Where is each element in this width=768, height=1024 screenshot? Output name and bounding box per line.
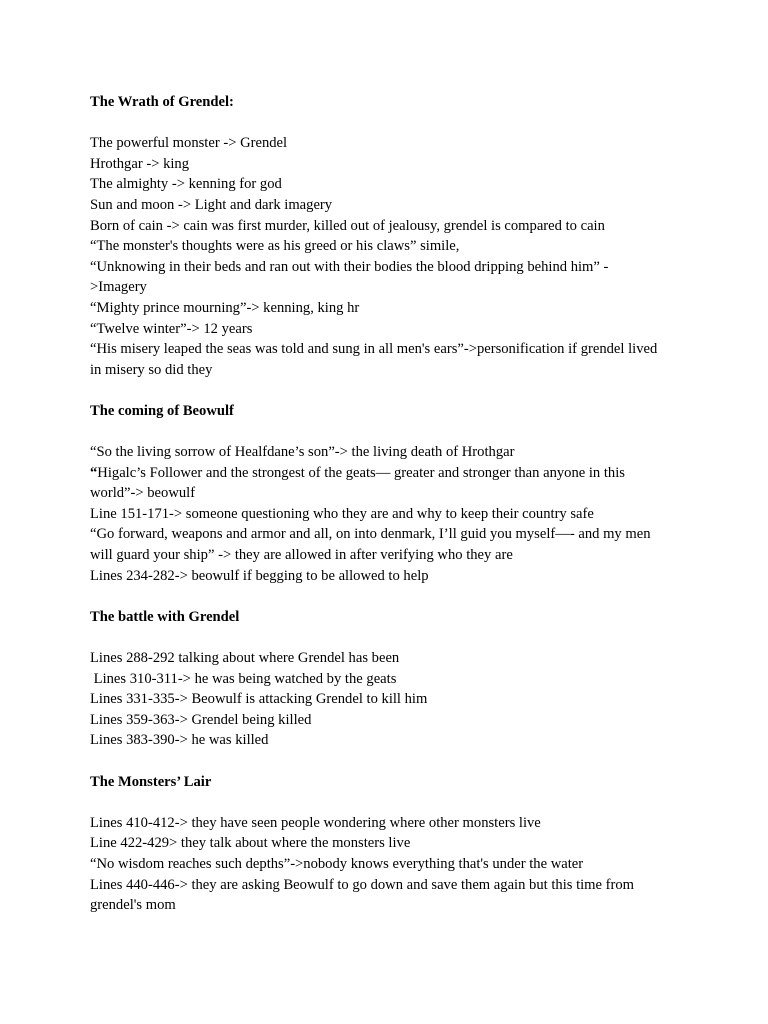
text-line: in misery so did they <box>90 361 213 378</box>
text-line: The almighty -> kenning for god <box>90 176 282 193</box>
text-line: Lines 310-311-> he was being watched by the geats <box>90 670 397 687</box>
bold-quote-mark: “ <box>90 464 98 481</box>
blank-line <box>90 586 690 607</box>
text-line: Lines 383-390-> he was killed <box>90 732 269 749</box>
text-line: “His misery leaped the seas was told and sung in all men's ears”->personification if grendel lived <box>90 341 658 358</box>
text-line: grendel's mom <box>90 897 176 914</box>
text-line: Born of cain -> cain was first murder, killed out of jealousy, grendel is compared to cain <box>90 217 605 234</box>
text-line: “Twelve winter”-> 12 years <box>90 320 253 337</box>
text-line: Line 422-429> they talk about where the monsters live <box>90 835 411 852</box>
text-line: Line 151-171-> someone questioning who they are and why to keep their country safe <box>90 505 594 522</box>
blank-line <box>90 751 690 772</box>
text-line: “Go forward, weapons and armor and all, on into denmark, I’ll guid you myself—- and my men <box>90 526 651 543</box>
section-heading: The Monsters’ Lair <box>90 773 212 790</box>
text-line: “Mighty prince mourning”-> kenning, king hr <box>90 299 360 316</box>
section-heading: The coming of Beowulf <box>90 402 234 419</box>
blank-line <box>90 380 690 401</box>
section-coming-of-beowulf <box>90 401 690 586</box>
section-battle-with-grendel <box>90 607 690 751</box>
section-wrath-of-grendel <box>90 92 690 380</box>
text-line: Lines 234-282-> beowulf if begging to be allowed to help <box>90 567 429 584</box>
text-line: Sun and moon -> Light and dark imagery <box>90 196 333 213</box>
text-line: Lines 440-446-> they are asking Beowulf to go down and save them again but this time from <box>90 876 635 893</box>
text-line: Hrothgar -> king <box>90 155 190 172</box>
section-heading: The battle with Grendel <box>90 608 240 625</box>
text-line: “The monster's thoughts were as his greed or his claws” simile, <box>90 238 460 255</box>
blank-line <box>90 422 690 443</box>
text-line: The powerful monster -> Grendel <box>90 135 288 152</box>
blank-line <box>90 113 690 134</box>
text-line: Lines 288-292 talking about where Grendel has been <box>90 650 400 667</box>
document-page <box>90 92 690 916</box>
section-heading: The Wrath of Grendel: <box>90 94 234 110</box>
blank-line <box>90 792 690 813</box>
text-line: Lines 410-412-> they have seen people wondering where other monsters live <box>90 814 541 831</box>
text-line: “Unknowing in their beds and ran out with their bodies the blood dripping behind him” - <box>90 258 609 275</box>
section-monsters-lair <box>90 772 690 916</box>
text-line: world”-> beowulf <box>90 485 196 502</box>
text-line: “So the living sorrow of Healfdane’s son”-> the living death of Hrothgar <box>90 444 515 461</box>
text-line: >Imagery <box>90 279 147 296</box>
blank-line <box>90 627 690 648</box>
text-line: will guard your ship” -> they are allowed in after verifying who they are <box>90 547 513 564</box>
text-line: “No wisdom reaches such depths”->nobody knows everything that's under the water <box>90 855 584 872</box>
text-line: Lines 331-335-> Beowulf is attacking Grendel to kill him <box>90 691 428 708</box>
text-line: Lines 359-363-> Grendel being killed <box>90 711 312 728</box>
text-line-content: Higalc’s Follower and the strongest of the geats— greater and stronger than anyone in this <box>97 464 625 481</box>
text-line <box>90 463 690 484</box>
